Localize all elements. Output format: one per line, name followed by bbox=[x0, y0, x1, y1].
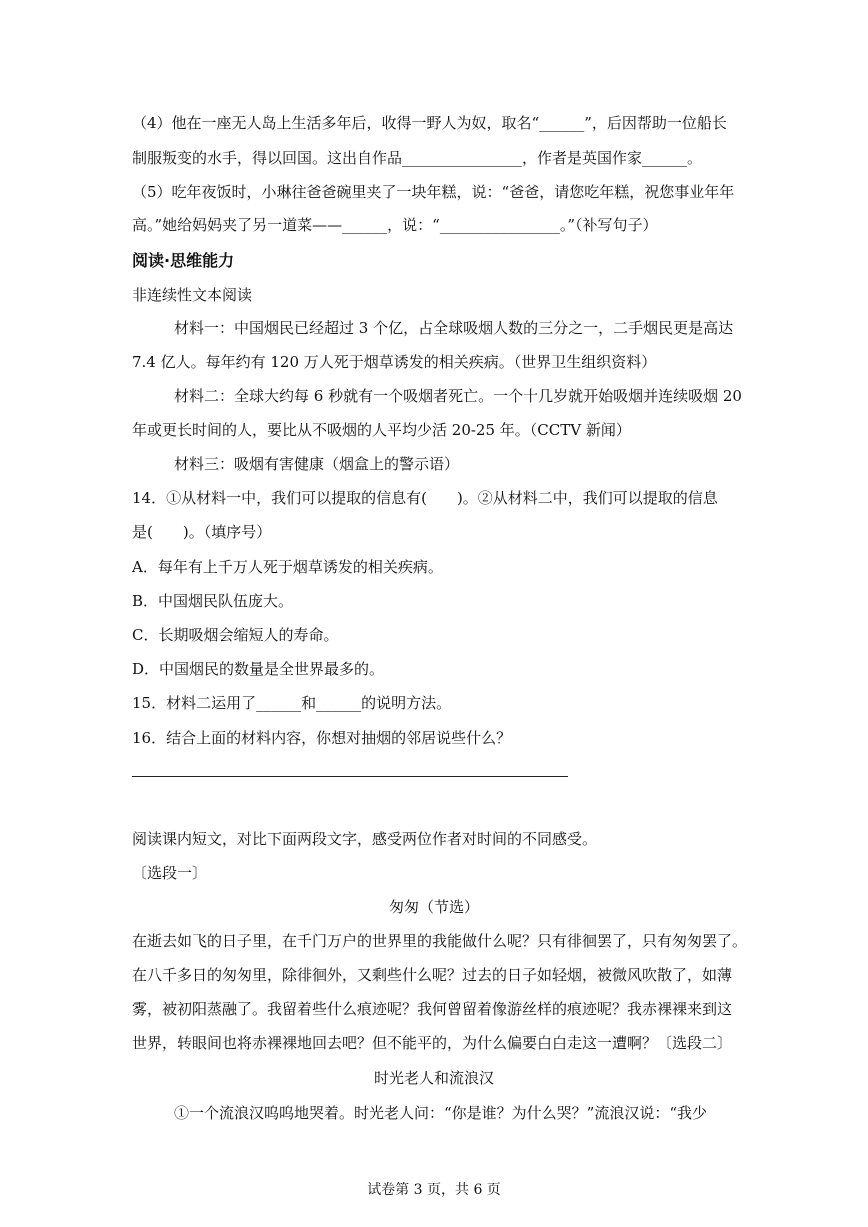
material-3: 材料三：吸烟有害健康（烟盒上的警示语） bbox=[174, 455, 460, 473]
section-title: 阅读·思维能力 bbox=[132, 251, 235, 270]
option-b: B．中国烟民队伍庞大。 bbox=[132, 592, 294, 610]
question-16: 16．结合上面的材料内容，你想对抽烟的邻居说些什么？ bbox=[132, 729, 512, 747]
question-5-line-2: 高。”她给妈妈夹了另一道菜——______，说：“________________。”（补写句子） bbox=[132, 216, 658, 234]
segment-1-line-3: 雾，被初阳蒸融了。我留着些什么痕迹呢？我何曾留着像游丝样的痕迹呢？我赤裸裸来到这 bbox=[132, 1000, 733, 1018]
material-1-line-1: 材料一：中国烟民已经超过 3 个亿，占全球吸烟人数的三分之一，二手烟民更是高达 bbox=[174, 319, 734, 337]
segment-1-line-1: 在逝去如飞的日子里，在千门万户的世界里的我能做什么呢？只有徘徊罢了，只有匆匆罢了。 bbox=[132, 932, 748, 950]
segment-1-label: 〔选段一〕 bbox=[132, 864, 208, 882]
option-d: D．中国烟民的数量是全世界最多的。 bbox=[132, 660, 385, 678]
segment-2-line-1: ①一个流浪汉呜呜地哭着。时光老人问：“你是谁？为什么哭？”流浪汉说：“我少 bbox=[174, 1104, 708, 1122]
question-5-line-1: （5）吃年夜饭时，小琳往爸爸碗里夹了一块年糕，说：“爸爸，请您吃年糕，祝您事业年年 bbox=[132, 183, 735, 201]
question-14-line-2: 是( )。（填序号） bbox=[132, 523, 272, 541]
segment-1-title: 匆匆（节选） bbox=[388, 898, 479, 916]
segment-1-line-4: 世界，转眼间也将赤裸裸地回去吧？但不能平的，为什么偏要白白走这一遭啊？〔选段二〕 bbox=[132, 1034, 733, 1052]
material-2-line-2: 年或更长时间的人，要比从不吸烟的人平均少活 20-25 年。（CCTV 新闻） bbox=[132, 421, 631, 439]
question-4-line-1: （4）他在一座无人岛上生活多年后，收得一野人为奴，取名“______”，后因帮助一位船长 bbox=[132, 114, 727, 132]
material-2-line-1: 材料二：全球大约每 6 秒就有一个吸烟者死亡。一个十几岁就开始吸烟并连续吸烟 20 bbox=[174, 387, 742, 405]
question-15: 15．材料二运用了______和______的说明方法。 bbox=[132, 694, 452, 712]
subsection-title: 非连续性文本阅读 bbox=[132, 286, 253, 304]
segment-2-title: 时光老人和流浪汉 bbox=[373, 1069, 494, 1087]
question-4-line-2: 制服叛变的水手，得以回国。这出自作品________________，作者是英国作家______。 bbox=[132, 149, 703, 167]
option-c: C．长期吸烟会缩短人的寿命。 bbox=[132, 626, 339, 644]
reading-intro: 阅读课内短文，对比下面两段文字，感受两位作者对时间的不同感受。 bbox=[132, 830, 598, 848]
question-14-line-1: 14．①从材料一中，我们可以提取的信息有( )。②从材料二中，我们可以提取的信息 bbox=[132, 489, 718, 507]
segment-1-line-2: 在八千多日的匆匆里，除徘徊外，又剩些什么呢？过去的日子如轻烟，被微风吹散了，如薄 bbox=[132, 966, 733, 984]
material-1-line-2: 7.4 亿人。每年约有 120 万人死于烟草诱发的相关疾病。（世界卫生组织资料） bbox=[132, 353, 657, 371]
answer-line bbox=[132, 776, 568, 777]
page-footer: 试卷第 3 页，共 6 页 bbox=[367, 1182, 501, 1198]
option-a: A．每年有上千万人死于烟草诱发的相关疾病。 bbox=[132, 558, 443, 576]
